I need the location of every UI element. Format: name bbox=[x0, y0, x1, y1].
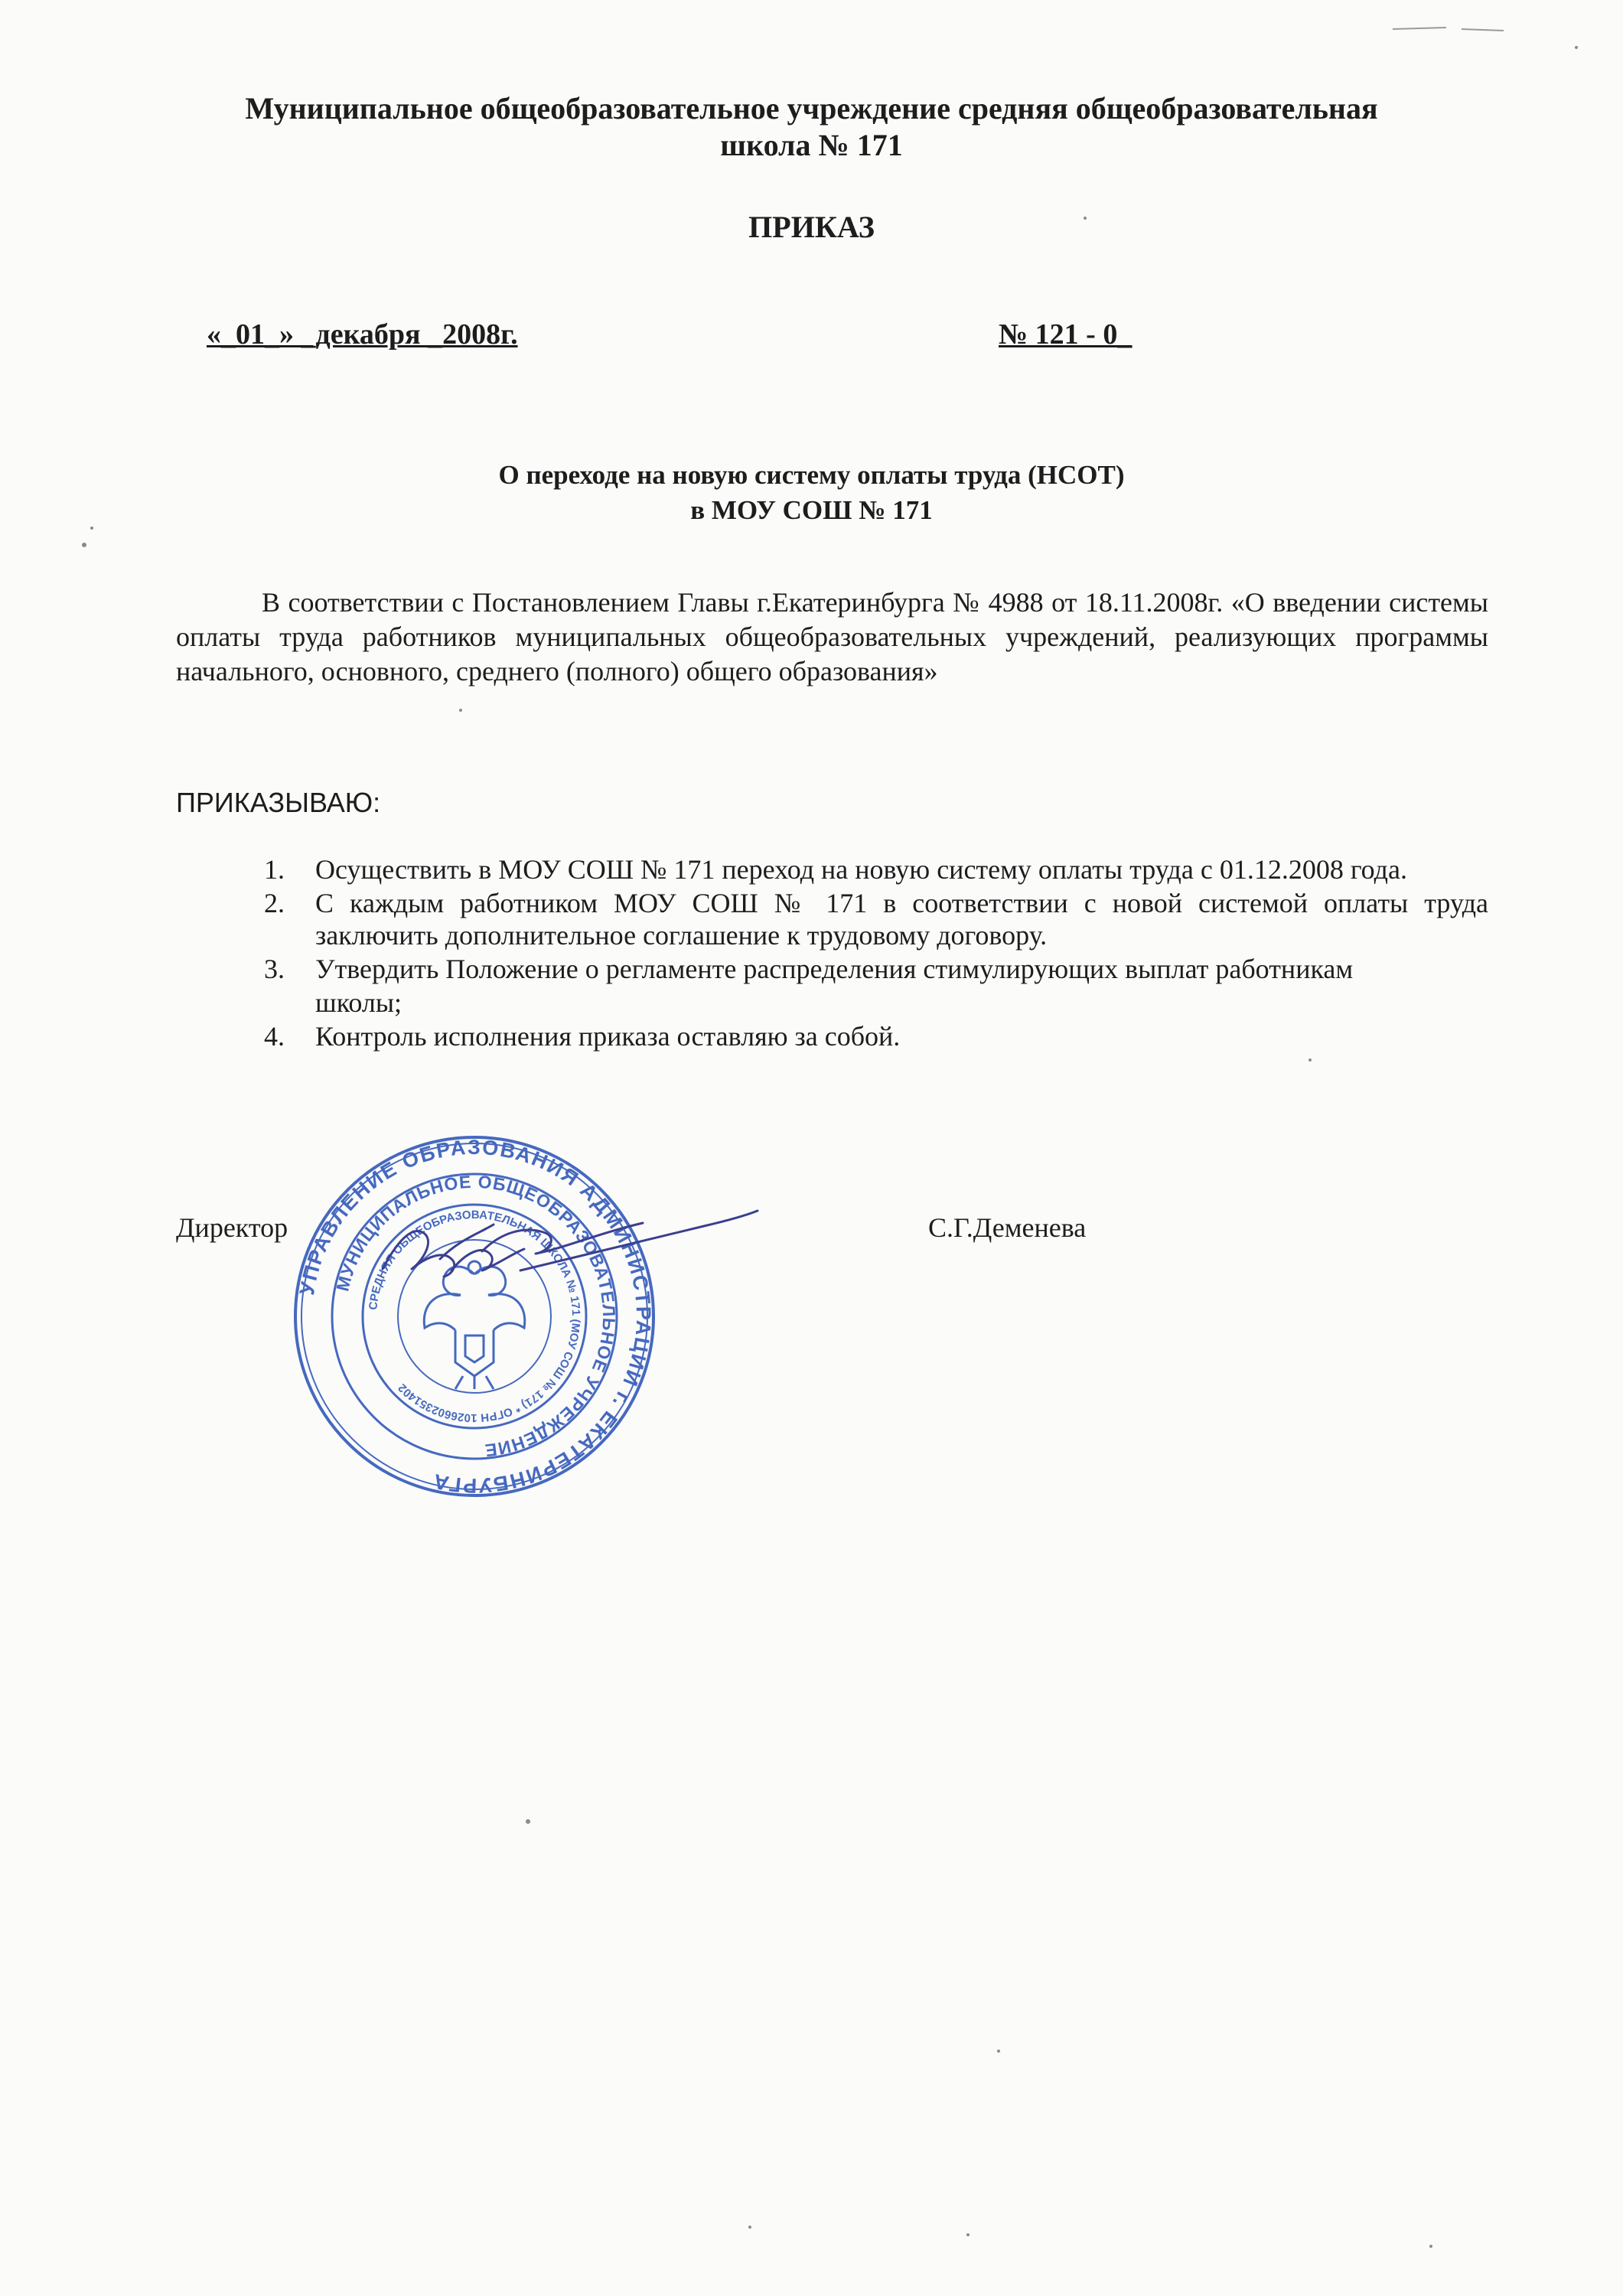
item-number: 3. bbox=[264, 954, 285, 984]
org-line-2: школа № 171 bbox=[720, 128, 903, 162]
document-title: ПРИКАЗ bbox=[748, 210, 875, 244]
item-text: Осуществить в МОУ СОШ № 171 переход на новую систему оплаты труда с 01.12.2008 года. bbox=[315, 854, 1407, 885]
item-number: 1. bbox=[264, 854, 285, 885]
item-number: 4. bbox=[264, 1021, 285, 1052]
order-directive-heading: ПРИКАЗЫВАЮ: bbox=[176, 787, 381, 818]
order-number: № 121 - 0_ bbox=[999, 318, 1133, 351]
item-text: Контроль исполнения приказа оставляю за собой. bbox=[315, 1021, 901, 1052]
item-text: Утвердить Положение о регламенте распределения стимулирующих выплат работникам bbox=[315, 954, 1354, 984]
order-date: «_01_» _декабря _2008г. bbox=[207, 318, 518, 351]
item-text: школы; bbox=[315, 987, 402, 1018]
seal-inner-text: СРЕДНЯЯ ОБЩЕОБРАЗОВАТЕЛЬНАЯ ШКОЛА № 171 (МОУ СОШ № 171) * ОГРН 1026602351402 bbox=[367, 1208, 583, 1425]
list-item bbox=[264, 1020, 1488, 1052]
list-item bbox=[264, 853, 1488, 885]
item-number: 2. bbox=[264, 888, 285, 918]
list-item bbox=[264, 987, 1488, 1019]
list-item bbox=[264, 953, 1488, 985]
order-items-list bbox=[264, 853, 1488, 1054]
org-line-1: Муниципальное общеобразовательное учреждение средняя общеобразовательная bbox=[245, 91, 1378, 126]
signatory-role: Директор bbox=[176, 1212, 288, 1243]
item-text: С каждым работником МОУ СОШ № 171 в соответствии с новой системой оплаты труда заключить дополнительное соглашение к трудовому договору. bbox=[315, 888, 1488, 951]
seal-outer-text: УПРАВЛЕНИЕ ОБРАЗОВАНИЯ АДМИНИСТРАЦИИ г. ЕКАТЕРИНБУРГА bbox=[295, 1135, 656, 1498]
signatory-name: С.Г.Деменева bbox=[928, 1212, 1087, 1243]
organization-header bbox=[0, 90, 1623, 164]
seal-middle-text: МУНИЦИПАЛЬНОЕ ОБЩЕОБРАЗОВАТЕЛЬНОЕ УЧРЕЖДЕНИЕ bbox=[332, 1171, 620, 1461]
handwritten-signature bbox=[367, 1179, 765, 1301]
order-subject bbox=[0, 458, 1623, 528]
subject-line-2: в МОУ СОШ № 171 bbox=[690, 495, 933, 525]
item-number bbox=[264, 987, 315, 1019]
list-item bbox=[264, 887, 1488, 951]
preamble-paragraph: В соответствии с Постановлением Главы г.Екатеринбурга № 4988 от 18.11.2008г. «О введении системы оплаты труда работников муниципальных общеобразовательных учреждений, реализующих программы начального, основного, среднего (полного) общего образования» bbox=[176, 587, 1488, 687]
subject-line-1: О переходе на новую систему оплаты труда (НСОТ) bbox=[498, 460, 1125, 490]
